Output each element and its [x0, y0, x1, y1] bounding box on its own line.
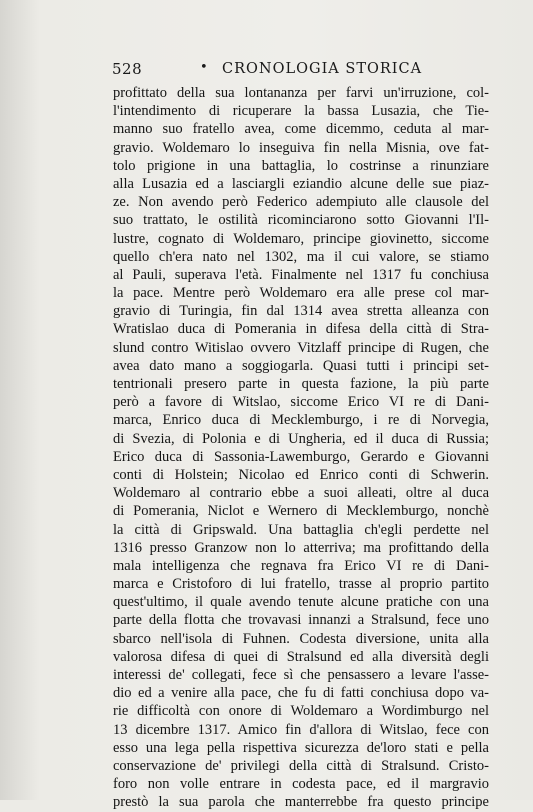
text-line: quello ch'era nato nel 1302, ma il cui valore, se stiamo: [113, 248, 489, 265]
text-line: suo trattato, le ostilità ricominciarono sotto Giovanni l'Il-: [113, 212, 489, 229]
text-line: tentrionali presero parte in questa fazione, la più parte: [113, 376, 489, 392]
text-line: sbarco nell'isola di Fuhnen. Codesta diversione, unita alla: [113, 630, 489, 647]
text-line: gravio. Woldemaro lo inseguiva fin nella Misnia, ove fat-: [113, 139, 489, 156]
text-line: rie difficoltà con onore di Woldemaro a Wordimburgo nel: [113, 703, 489, 720]
text-line: la pace. Mentre però Woldemaro era alle prese col mar-: [113, 285, 489, 302]
text-line: ze. Non avendo però Federico adempiuto alle clausole del: [113, 194, 489, 211]
text-line: l'intendimento di ricuperare la bassa Lusazia, che Tie-: [113, 103, 489, 120]
text-line: profittato della sua lontananza per farvi un'irruzione, col-: [113, 85, 489, 101]
text-line: di Pomerania, Niclot e Wernero di Mecklemburgo, nonchè: [113, 503, 489, 520]
text-line: al Pauli, superava l'età. Finalmente nel 1317 fu conchiusa: [113, 266, 489, 283]
text-line: tolo prigione in una battaglia, lo costrinse a rinunziare: [113, 157, 489, 174]
text-line: valorosa difesa di quei di Stralsund ed alla diversità degli: [113, 648, 489, 665]
text-line: avea dato mano a soggiogarla. Quasi tutti i principi set-: [113, 357, 489, 374]
text-line: foro non volle entrare in codesta pace, ed il margravio: [113, 776, 489, 793]
text-line: conservazione de' privilegi della città di Stralsund. Cristo-: [113, 757, 489, 774]
text-line: interessi de' collegati, fece sì che pensassero a levare l'asse-: [113, 667, 489, 683]
text-line: Wratislao duca di Pomerania in difesa della città di Stra-: [113, 321, 489, 338]
page-number: 528: [112, 60, 143, 78]
text-line: slund contro Witislao ovvero Vitzlaff principe di Rugen, che: [113, 339, 489, 356]
header-bullet: •: [200, 60, 208, 75]
text-line: marca e Cristoforo di lui fratello, trasse al proprio partito: [113, 576, 489, 593]
text-line: Erico duca di Sassonia-Lawemburgo, Gerardo e Giovanni: [113, 448, 489, 465]
text-line: di Svezia, di Polonia e di Ungheria, ed il duca di Russia;: [113, 430, 489, 447]
text-line: 13 dicembre 1317. Amico fin d'allora di Witslao, fece con: [113, 721, 489, 738]
text-line: gravio di Turingia, fin dal 1314 avea stretta alleanza con: [113, 303, 489, 320]
text-line: marca, Enrico duca di Mecklemburgo, i re di Norvegia,: [113, 412, 489, 429]
text-line: dio ed a venire alla pace, che fu di fatti conchiusa dopo va-: [113, 685, 489, 702]
text-line: però a favore di Witslao, siccome Erico VI re di Dani-: [113, 394, 489, 411]
text-line: manno suo fratello avea, come dicemmo, ceduta al mar-: [113, 121, 489, 138]
text-line: lustre, cognato di Woldemaro, principe giovinetto, siccome: [113, 230, 489, 247]
text-line: parte della flotta che trovavasi innanzi a Stralsund, fece uno: [113, 612, 489, 629]
text-line: Woldemaro al contrario ebbe a suoi alleati, oltre al duca: [113, 485, 489, 502]
text-line: prestò la sua parola che manterrebbe fra questo principe: [113, 794, 489, 811]
text-line: conti di Holstein; Nicolao ed Enrico conti di Schwerin.: [113, 466, 489, 483]
page-header: [112, 60, 488, 82]
text-line: esso una lega pella rispettiva sicurezza de'loro stati e pella: [113, 739, 489, 756]
text-line: quest'ultimo, il quale avendo tenute alcune pratiche con una: [113, 594, 489, 611]
text-line: alla Lusazia ed a lasciargli eziandio alcune delle sue piaz-: [113, 175, 489, 192]
body-text: [113, 84, 489, 812]
text-line: la città di Gripswald. Una battaglia ch'egli perdette nel: [113, 521, 489, 538]
text-line: mala intelligenza che regnava fra Erico VI re di Dani-: [113, 557, 489, 574]
text-line: 1316 presso Granzow non lo atterriva; ma profittando della: [113, 539, 489, 556]
running-title: CRONOLOGIA STORICA: [222, 61, 423, 77]
